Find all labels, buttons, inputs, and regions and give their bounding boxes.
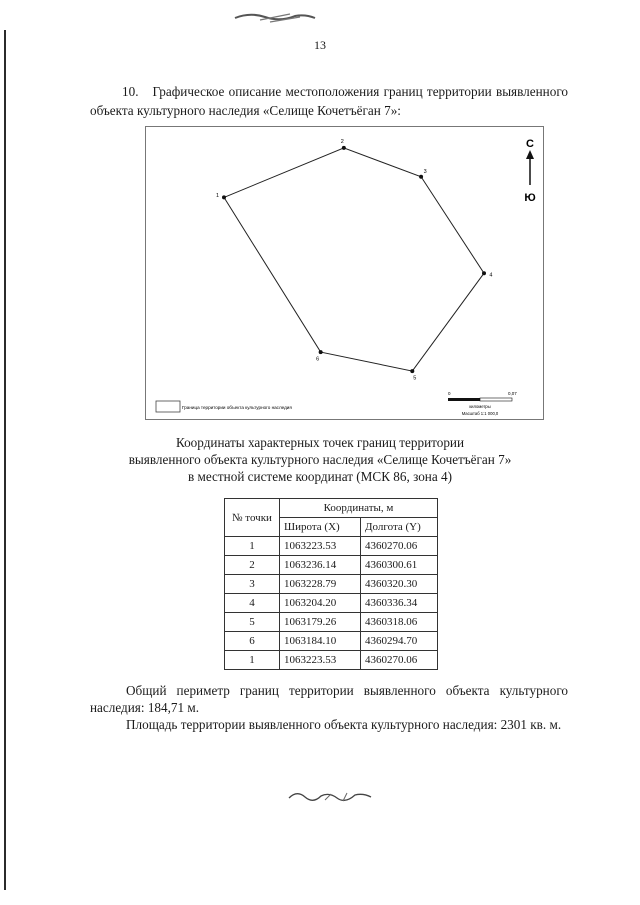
boundary-map xyxy=(145,126,544,420)
caption-line-3: в местной системе координат (МСК 86, зона 4) xyxy=(188,469,452,484)
table-row xyxy=(225,575,438,594)
lat-cell: 1063204.20 xyxy=(280,594,361,613)
lon-cell: 4360294.70 xyxy=(361,632,438,651)
map-legend xyxy=(156,401,292,412)
header-latitude: Широта (X) xyxy=(280,518,361,537)
lon-cell: 4360320.30 xyxy=(361,575,438,594)
boundary-point-label: 1 xyxy=(215,192,220,199)
south-label: Ю xyxy=(524,192,536,204)
lon-cell: 4360270.06 xyxy=(361,537,438,556)
north-label: С xyxy=(526,138,534,150)
legend-text: Граница территории объекта культурного наследия xyxy=(182,405,292,410)
perimeter-text: Общий периметр границ территории выявленного объекта культурного наследия: 184,71 м. xyxy=(90,683,568,715)
point-cell: 2 xyxy=(225,556,280,575)
top-scan-mark xyxy=(230,8,320,26)
boundary-point-label: 2 xyxy=(340,139,344,146)
boundary-map-canvas xyxy=(146,127,543,419)
lat-cell: 1063179.26 xyxy=(280,613,361,632)
scale-bar xyxy=(448,391,517,416)
legend-swatch xyxy=(156,401,180,412)
caption-line-1: Координаты характерных точек границ территории xyxy=(175,435,465,450)
point-cell: 4 xyxy=(225,594,280,613)
point-cell: 5 xyxy=(225,613,280,632)
header-point: № точки xyxy=(225,499,280,537)
coordinates-caption xyxy=(60,434,580,485)
boundary-point-marker xyxy=(319,350,323,354)
boundary-polygon-layer xyxy=(216,139,492,382)
page-number: 13 xyxy=(314,38,326,52)
coordinates-table xyxy=(224,498,438,670)
header-coordinates: Координаты, м xyxy=(280,499,438,518)
boundary-point-label: 6 xyxy=(316,356,320,363)
section-heading-text: Графическое описание местоположения границ территории выявленного объекта культурного наследия «Селище Кочетъёган 7»: xyxy=(90,84,568,118)
table-row xyxy=(225,632,438,651)
area-paragraph xyxy=(90,716,568,733)
boundary-point-marker xyxy=(342,146,346,150)
scale-end: 0,07 xyxy=(508,391,517,396)
boundary-point-label: 5 xyxy=(413,375,417,382)
boundary-point-label: 3 xyxy=(423,169,427,176)
north-arrow-icon xyxy=(524,138,535,204)
perimeter-paragraph xyxy=(90,682,568,716)
boundary-polygon xyxy=(224,148,484,371)
lat-cell: 1063228.79 xyxy=(280,575,361,594)
point-cell: 3 xyxy=(225,575,280,594)
table-row xyxy=(225,651,438,670)
section-number: 10. xyxy=(122,84,139,99)
scale-start: 0 xyxy=(448,391,451,396)
lat-cell: 1063223.53 xyxy=(280,651,361,670)
left-margin-line xyxy=(4,30,6,890)
lat-cell: 1063236.14 xyxy=(280,556,361,575)
lon-cell: 4360270.06 xyxy=(361,651,438,670)
boundary-point-marker xyxy=(410,369,414,373)
signature-scrawl xyxy=(285,786,375,806)
table-row xyxy=(225,556,438,575)
lon-cell: 4360300.61 xyxy=(361,556,438,575)
section-heading xyxy=(90,82,568,120)
boundary-point-label: 4 xyxy=(489,272,493,279)
caption-line-2: выявленного объекта культурного наследия «Селище Кочетъёган 7» xyxy=(128,452,512,467)
lat-cell: 1063223.53 xyxy=(280,537,361,556)
point-cell: 1 xyxy=(225,651,280,670)
table-row xyxy=(225,594,438,613)
scale-ratio: Масштаб 1:1 000,0 xyxy=(461,411,499,416)
header-longitude: Долгота (Y) xyxy=(361,518,438,537)
table-row xyxy=(225,537,438,556)
point-cell: 6 xyxy=(225,632,280,651)
lon-cell: 4360336.34 xyxy=(361,594,438,613)
lat-cell: 1063184.10 xyxy=(280,632,361,651)
boundary-point-marker xyxy=(419,175,423,179)
area-text: Площадь территории выявленного объекта культурного наследия: 2301 кв. м. xyxy=(126,717,562,732)
lon-cell: 4360318.06 xyxy=(361,613,438,632)
boundary-point-marker xyxy=(222,195,226,199)
table-row xyxy=(225,613,438,632)
scale-unit: километры xyxy=(469,404,491,409)
boundary-point-marker xyxy=(482,271,486,275)
point-cell: 1 xyxy=(225,537,280,556)
